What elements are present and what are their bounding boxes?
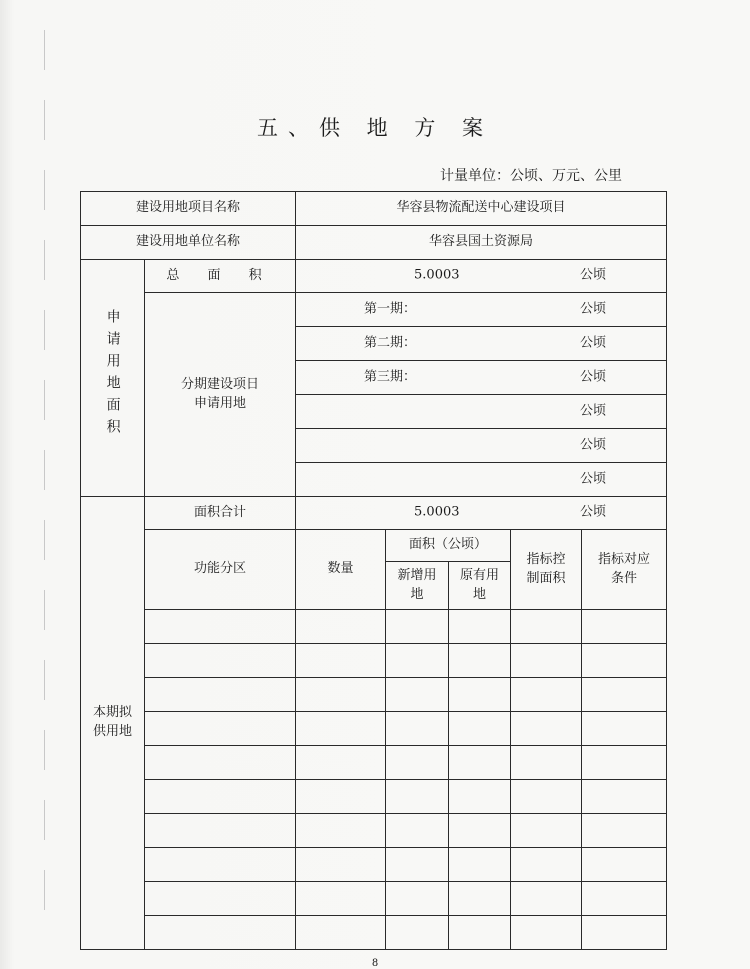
project-name-value: 华容县物流配送中心建设项目: [296, 192, 667, 226]
phase-row: 第二期： 公顷: [296, 327, 667, 361]
binding-mark: [44, 450, 45, 490]
quantity-header: 数量: [296, 530, 386, 610]
project-name-label: 建设用地项目名称: [81, 192, 296, 226]
phased-label: 分期建设项日 申请用地: [145, 293, 296, 497]
binding-mark: [44, 870, 45, 910]
new-land-header: 新增用 地: [386, 562, 449, 610]
phase-row: 第一期： 公顷: [296, 293, 667, 327]
sum-area-value: 5.0003: [414, 504, 460, 520]
table-row: [81, 882, 667, 916]
zone-header: 功能分区: [145, 530, 296, 610]
total-area-unit: 公顷: [580, 267, 607, 283]
table-row: [81, 780, 667, 814]
total-area-value: 5.0003: [414, 267, 460, 283]
binding-mark: [44, 800, 45, 840]
supply-plan-table: [80, 191, 667, 950]
binding-mark: [44, 310, 45, 350]
area-header: 面积（公顷）: [386, 530, 511, 562]
page-title: 五、供 地 方 案: [256, 116, 494, 140]
total-area-label: 总 面 积: [145, 260, 296, 293]
application-section-label: 申请用地面积: [81, 260, 145, 497]
binding-mark: [44, 730, 45, 770]
binding-mark: [44, 30, 45, 70]
table-row: [81, 712, 667, 746]
existing-land-header: 原有用 地: [449, 562, 511, 610]
table-row: [81, 814, 667, 848]
condition-header: 指标对应 条件: [582, 530, 667, 610]
phase-row: 公顷: [296, 463, 667, 497]
phase-row: 公顷: [296, 395, 667, 429]
binding-mark: [44, 380, 45, 420]
table-row: [81, 610, 667, 644]
table-row: [81, 644, 667, 678]
phase-row: 第三期： 公顷: [296, 361, 667, 395]
phase-row: 公顷: [296, 429, 667, 463]
sum-area-unit: 公顷: [580, 504, 607, 520]
binding-mark: [44, 170, 45, 210]
units-note: 计量单位：公顷、万元、公里: [440, 168, 622, 184]
project-unit-value: 华容县国土资源局: [296, 226, 667, 260]
page-number: 8: [371, 958, 379, 969]
supply-section-label: 本期拟 供用地: [81, 497, 145, 950]
binding-mark: [44, 240, 45, 280]
control-area-header: 指标控 制面积: [511, 530, 582, 610]
table-row: [81, 678, 667, 712]
binding-mark: [44, 590, 45, 630]
table-row: [81, 746, 667, 780]
binding-mark: [44, 660, 45, 700]
total-area-cell: [296, 260, 667, 293]
binding-mark: [44, 520, 45, 560]
sum-area-cell: [296, 497, 667, 530]
sum-area-label: 面积合计: [145, 497, 296, 530]
table-row: [81, 848, 667, 882]
project-unit-label: 建设用地单位名称: [81, 226, 296, 260]
table-row: [81, 916, 667, 950]
